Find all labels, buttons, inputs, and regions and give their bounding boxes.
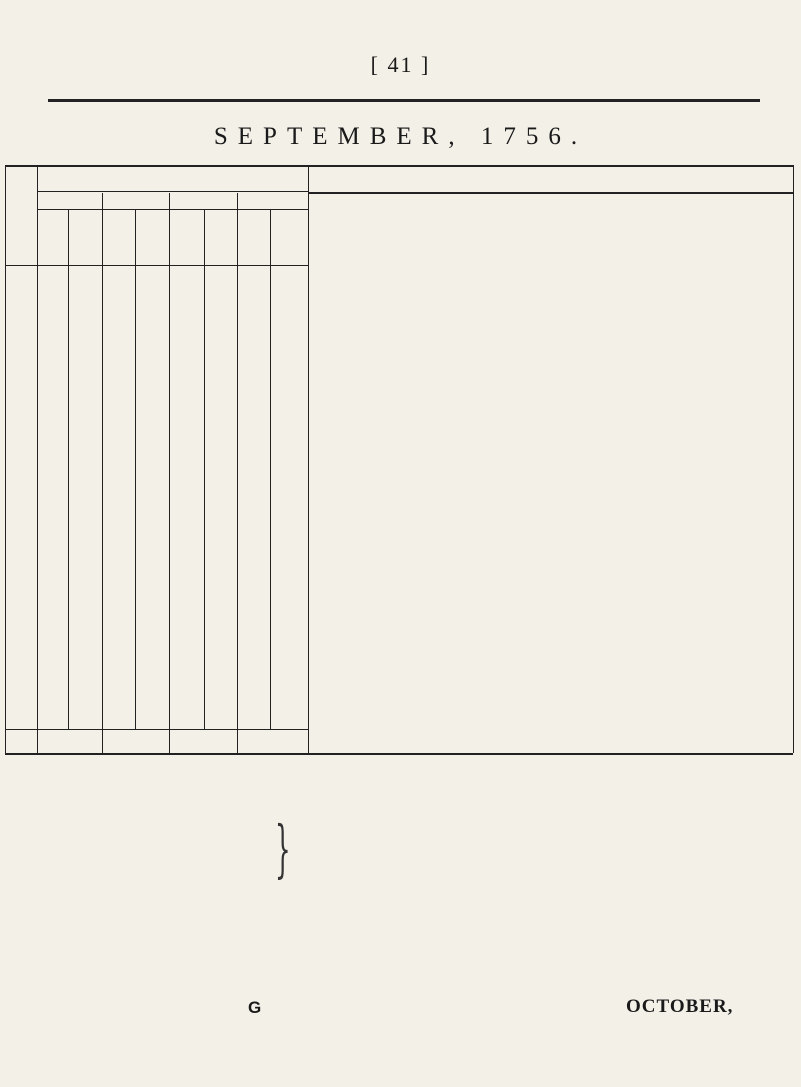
signature-mark: G [248, 998, 262, 1017]
unit-header [112, 207, 126, 267]
unit-header [214, 207, 228, 267]
unit-header [46, 207, 60, 267]
unit-divider [68, 209, 69, 729]
table-right-rule [793, 165, 794, 753]
depth-header-rule [37, 191, 308, 192]
bracket: } [274, 811, 291, 885]
unit-header [247, 207, 261, 267]
catchword: OCTOBER, [626, 996, 734, 1017]
table-left-rule [5, 165, 6, 753]
unit-header [180, 207, 194, 267]
page-number: [ 41 ] [370, 52, 431, 77]
column-divider [169, 193, 170, 753]
column-divider [37, 165, 38, 753]
column-divider [308, 165, 309, 753]
header-rule [48, 99, 760, 102]
unit-divider [204, 209, 205, 729]
month-days-header [14, 169, 28, 265]
weather-header-rule [308, 192, 793, 194]
table-bottom-rule [5, 753, 793, 755]
column-divider [102, 193, 103, 753]
unit-divider [270, 209, 271, 729]
totals-rule [5, 729, 308, 730]
unit-header [145, 207, 159, 267]
page-title: SEPTEMBER, 1756. [213, 123, 588, 150]
unit-divider [135, 209, 136, 729]
weather-table [5, 165, 793, 885]
column-divider [237, 193, 238, 753]
unit-header [282, 207, 296, 267]
table-top-rule [5, 165, 793, 167]
unit-header [78, 207, 92, 267]
